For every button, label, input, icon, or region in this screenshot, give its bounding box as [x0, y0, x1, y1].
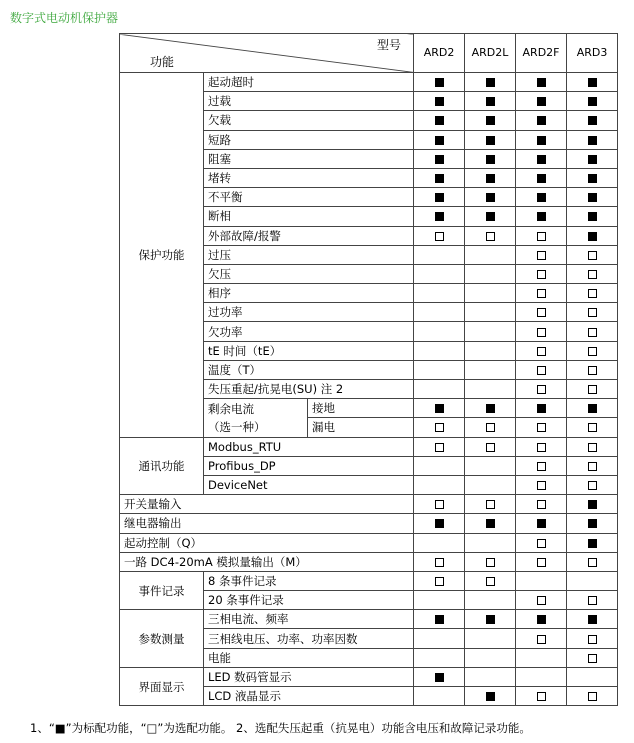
feature-label: 三相电流、频率 — [204, 610, 414, 629]
feature-label: Profibus_DP — [204, 456, 414, 475]
feature-cell — [516, 475, 567, 494]
feature-cell — [414, 629, 465, 648]
standard-feature-mark — [588, 404, 597, 413]
standard-feature-mark — [537, 519, 546, 528]
optional-feature-mark — [435, 577, 444, 586]
group-label-protection: 保护功能 — [120, 73, 204, 438]
feature-cell — [516, 168, 567, 187]
feature-cell — [414, 73, 465, 92]
feature-cell — [567, 687, 618, 706]
feature-cell — [516, 399, 567, 418]
standard-feature-mark — [588, 539, 597, 548]
standard-feature-mark — [588, 155, 597, 164]
feature-cell — [414, 226, 465, 245]
table-row — [120, 495, 618, 514]
feature-cell — [414, 322, 465, 341]
feature-label: 温度（T） — [204, 360, 414, 379]
feature-cell — [516, 629, 567, 648]
feature-cell — [567, 571, 618, 590]
optional-feature-mark — [435, 443, 444, 452]
optional-feature-mark — [537, 308, 546, 317]
group-label-measurement: 参数测量 — [120, 610, 204, 668]
feature-label: 20 条事件记录 — [204, 591, 414, 610]
table-row — [120, 667, 618, 686]
feature-cell — [414, 207, 465, 226]
feature-cell — [567, 264, 618, 283]
feature-cell — [465, 687, 516, 706]
feature-cell — [567, 380, 618, 399]
feature-cell — [465, 92, 516, 111]
optional-feature-mark — [537, 635, 546, 644]
optional-feature-mark — [588, 385, 597, 394]
feature-cell — [414, 610, 465, 629]
feature-label: 剩余电流 — [204, 399, 308, 418]
feature-cell — [567, 92, 618, 111]
feature-cell — [414, 245, 465, 264]
feature-cell — [567, 533, 618, 552]
feature-label: 不平衡 — [204, 188, 414, 207]
feature-cell — [465, 399, 516, 418]
standard-feature-mark — [537, 78, 546, 87]
feature-cell — [567, 437, 618, 456]
table-row — [120, 610, 618, 629]
optional-feature-mark — [588, 347, 597, 356]
optional-feature-mark — [588, 635, 597, 644]
standard-feature-mark — [486, 97, 495, 106]
model-header: ARD2 — [414, 34, 465, 73]
feature-cell — [465, 149, 516, 168]
feature-label: 起动控制（Q） — [120, 533, 414, 552]
feature-cell — [516, 687, 567, 706]
standard-feature-mark — [588, 615, 597, 624]
feature-cell — [567, 284, 618, 303]
standard-feature-mark — [588, 78, 597, 87]
feature-cell — [414, 380, 465, 399]
feature-cell — [465, 207, 516, 226]
feature-label: DeviceNet — [204, 475, 414, 494]
standard-feature-mark — [435, 116, 444, 125]
feature-cell — [465, 73, 516, 92]
feature-cell — [414, 303, 465, 322]
feature-cell — [414, 92, 465, 111]
feature-cell — [414, 399, 465, 418]
optional-feature-mark — [486, 558, 495, 567]
feature-cell — [516, 322, 567, 341]
standard-feature-mark — [435, 519, 444, 528]
optional-feature-mark — [537, 692, 546, 701]
feature-label: 断相 — [204, 207, 414, 226]
feature-cell — [465, 168, 516, 187]
standard-feature-mark — [486, 519, 495, 528]
model-header: ARD2L — [465, 34, 516, 73]
optional-feature-mark — [588, 462, 597, 471]
feature-cell — [567, 73, 618, 92]
feature-cell — [465, 360, 516, 379]
feature-cell — [414, 341, 465, 360]
feature-label: 欠压 — [204, 264, 414, 283]
feature-cell — [465, 303, 516, 322]
optional-feature-mark — [537, 481, 546, 490]
feature-cell — [516, 73, 567, 92]
feature-cell — [465, 514, 516, 533]
standard-feature-mark — [588, 174, 597, 183]
feature-label: 相序 — [204, 284, 414, 303]
feature-cell — [516, 207, 567, 226]
feature-cell — [414, 667, 465, 686]
feature-cell — [567, 610, 618, 629]
optional-feature-mark — [588, 481, 597, 490]
feature-cell — [567, 188, 618, 207]
feature-cell — [567, 667, 618, 686]
feature-cell — [414, 533, 465, 552]
standard-feature-mark — [537, 97, 546, 106]
feature-cell — [414, 437, 465, 456]
standard-feature-mark — [435, 136, 444, 145]
feature-label: 欠载 — [204, 111, 414, 130]
feature-cell — [567, 552, 618, 571]
feature-cell — [465, 495, 516, 514]
feature-cell — [414, 552, 465, 571]
feature-cell — [516, 264, 567, 283]
optional-feature-mark — [486, 232, 495, 241]
standard-feature-mark — [537, 136, 546, 145]
standard-feature-mark — [588, 232, 597, 241]
feature-cell — [414, 360, 465, 379]
feature-cell — [465, 111, 516, 130]
feature-cell — [516, 571, 567, 590]
standard-feature-mark — [435, 212, 444, 221]
feature-cell — [567, 149, 618, 168]
standard-feature-mark — [486, 212, 495, 221]
feature-cell — [567, 226, 618, 245]
feature-label: 继电器输出 — [120, 514, 414, 533]
feature-cell — [567, 360, 618, 379]
standard-feature-mark — [537, 174, 546, 183]
feature-cell — [516, 303, 567, 322]
feature-cell — [567, 303, 618, 322]
feature-cell — [465, 437, 516, 456]
feature-label: 过功率 — [204, 303, 414, 322]
optional-feature-mark — [537, 385, 546, 394]
table-row — [120, 552, 618, 571]
feature-cell — [465, 629, 516, 648]
feature-cell — [414, 648, 465, 667]
feature-cell — [414, 149, 465, 168]
feature-cell — [567, 475, 618, 494]
group-label-display: 界面显示 — [120, 667, 204, 705]
standard-feature-mark — [588, 97, 597, 106]
feature-cell — [516, 341, 567, 360]
feature-label: LED 数码管显示 — [204, 667, 414, 686]
feature-cell — [516, 92, 567, 111]
feature-cell — [414, 188, 465, 207]
standard-feature-mark — [537, 155, 546, 164]
feature-cell — [516, 456, 567, 475]
standard-feature-mark — [537, 615, 546, 624]
feature-cell — [414, 456, 465, 475]
feature-cell — [516, 149, 567, 168]
table-row — [120, 514, 618, 533]
feature-cell — [414, 687, 465, 706]
optional-feature-mark — [537, 443, 546, 452]
feature-label: 欠功率 — [204, 322, 414, 341]
feature-cell — [465, 418, 516, 437]
optional-feature-mark — [537, 539, 546, 548]
group-label-event: 事件记录 — [120, 571, 204, 609]
optional-feature-mark — [537, 289, 546, 298]
optional-feature-mark — [588, 443, 597, 452]
feature-cell — [567, 591, 618, 610]
optional-feature-mark — [588, 596, 597, 605]
standard-feature-mark — [588, 212, 597, 221]
feature-cell — [465, 341, 516, 360]
table-row — [120, 437, 618, 456]
feature-cell — [516, 610, 567, 629]
standard-feature-mark — [486, 155, 495, 164]
feature-cell — [414, 130, 465, 149]
optional-feature-mark — [537, 232, 546, 241]
feature-label: 起动超时 — [204, 73, 414, 92]
optional-feature-mark — [537, 251, 546, 260]
standard-feature-mark — [435, 97, 444, 106]
standard-feature-mark — [588, 193, 597, 202]
feature-cell — [414, 168, 465, 187]
optional-feature-mark — [588, 366, 597, 375]
feature-cell — [567, 399, 618, 418]
optional-feature-mark — [435, 232, 444, 241]
optional-feature-mark — [537, 500, 546, 509]
standard-feature-mark — [486, 692, 495, 701]
feature-cell — [465, 667, 516, 686]
model-header: ARD3 — [567, 34, 618, 73]
feature-cell — [465, 264, 516, 283]
feature-cell — [567, 648, 618, 667]
feature-cell — [567, 207, 618, 226]
header-diagonal-cell — [120, 34, 414, 73]
feature-cell — [465, 552, 516, 571]
feature-cell — [516, 284, 567, 303]
standard-feature-mark — [588, 116, 597, 125]
feature-label: 开关量输入 — [120, 495, 414, 514]
optional-feature-mark — [486, 423, 495, 432]
function-label: 功能 — [150, 55, 175, 69]
optional-feature-mark — [588, 654, 597, 663]
feature-cell — [516, 188, 567, 207]
optional-feature-mark — [588, 270, 597, 279]
feature-cell — [567, 495, 618, 514]
feature-label: 外部故障/报警 — [204, 226, 414, 245]
optional-feature-mark — [588, 558, 597, 567]
feature-cell — [516, 111, 567, 130]
feature-cell — [567, 322, 618, 341]
standard-feature-mark — [486, 136, 495, 145]
standard-feature-mark — [435, 615, 444, 624]
standard-feature-mark — [486, 78, 495, 87]
feature-cell — [414, 591, 465, 610]
standard-feature-mark — [588, 519, 597, 528]
table-row — [120, 73, 618, 92]
table-row — [120, 571, 618, 590]
feature-cell — [465, 648, 516, 667]
feature-label: 8 条事件记录 — [204, 571, 414, 590]
feature-cell — [465, 610, 516, 629]
standard-feature-mark — [435, 193, 444, 202]
feature-cell — [465, 475, 516, 494]
feature-cell — [414, 418, 465, 437]
feature-cell — [465, 533, 516, 552]
optional-feature-mark — [588, 289, 597, 298]
footnote: 1、“■”为标配功能，“□”为选配功能。 2、选配失压起重（抗晃电）功能含电压和故障记录功能。 — [30, 721, 531, 735]
feature-cell — [516, 514, 567, 533]
optional-feature-mark — [435, 500, 444, 509]
standard-feature-mark — [486, 193, 495, 202]
feature-cell — [516, 360, 567, 379]
optional-feature-mark — [537, 423, 546, 432]
feature-cell — [567, 456, 618, 475]
feature-cell — [516, 418, 567, 437]
optional-feature-mark — [537, 558, 546, 567]
standard-feature-mark — [435, 155, 444, 164]
feature-label: tE 时间（tE） — [204, 341, 414, 360]
feature-cell — [567, 111, 618, 130]
header-row — [120, 34, 618, 73]
model-header: ARD2F — [516, 34, 567, 73]
feature-cell — [414, 264, 465, 283]
standard-feature-mark — [486, 174, 495, 183]
feature-label: 三相线电压、功率、功率因数 — [204, 629, 414, 648]
optional-feature-mark — [435, 558, 444, 567]
feature-cell — [516, 591, 567, 610]
model-label: 型号 — [377, 38, 402, 52]
standard-feature-mark — [588, 136, 597, 145]
standard-feature-mark — [486, 404, 495, 413]
feature-label: 过载 — [204, 92, 414, 111]
standard-feature-mark — [537, 193, 546, 202]
feature-cell — [414, 111, 465, 130]
feature-sublabel: 漏电 — [308, 418, 414, 437]
standard-feature-mark — [435, 404, 444, 413]
feature-cell — [465, 284, 516, 303]
feature-cell — [516, 226, 567, 245]
feature-sublabel: 接地 — [308, 399, 414, 418]
spec-table — [119, 33, 618, 706]
feature-cell — [567, 629, 618, 648]
feature-cell — [465, 322, 516, 341]
feature-cell — [516, 437, 567, 456]
feature-cell — [516, 552, 567, 571]
feature-cell — [516, 130, 567, 149]
group-label-communication: 通讯功能 — [120, 437, 204, 495]
optional-feature-mark — [486, 500, 495, 509]
feature-cell — [465, 591, 516, 610]
optional-feature-mark — [588, 328, 597, 337]
optional-feature-mark — [486, 443, 495, 452]
optional-feature-mark — [537, 366, 546, 375]
optional-feature-mark — [537, 347, 546, 356]
feature-label: 堵转 — [204, 168, 414, 187]
feature-cell — [414, 475, 465, 494]
feature-label: 阻塞 — [204, 149, 414, 168]
optional-feature-mark — [486, 577, 495, 586]
optional-feature-mark — [588, 423, 597, 432]
feature-label: 一路 DC4-20mA 模拟量输出（M） — [120, 552, 414, 571]
feature-cell — [465, 226, 516, 245]
standard-feature-mark — [537, 212, 546, 221]
standard-feature-mark — [435, 78, 444, 87]
optional-feature-mark — [537, 462, 546, 471]
feature-cell — [567, 168, 618, 187]
feature-cell — [567, 341, 618, 360]
standard-feature-mark — [537, 116, 546, 125]
optional-feature-mark — [435, 423, 444, 432]
table-row — [120, 533, 618, 552]
optional-feature-mark — [588, 308, 597, 317]
feature-label: Modbus_RTU — [204, 437, 414, 456]
feature-cell — [567, 245, 618, 264]
standard-feature-mark — [435, 174, 444, 183]
standard-feature-mark — [486, 615, 495, 624]
standard-feature-mark — [537, 404, 546, 413]
optional-feature-mark — [537, 270, 546, 279]
feature-cell — [516, 495, 567, 514]
optional-feature-mark — [588, 692, 597, 701]
feature-label: 失压重起/抗晃电(SU) 注 2 — [204, 380, 414, 399]
optional-feature-mark — [537, 328, 546, 337]
feature-cell — [465, 380, 516, 399]
feature-label: 短路 — [204, 130, 414, 149]
feature-cell — [516, 245, 567, 264]
page-title: 数字式电动机保护器 — [10, 11, 119, 25]
feature-cell — [414, 284, 465, 303]
feature-cell — [567, 130, 618, 149]
feature-cell — [414, 495, 465, 514]
standard-feature-mark — [435, 673, 444, 682]
feature-cell — [414, 571, 465, 590]
feature-cell — [465, 188, 516, 207]
feature-cell — [516, 667, 567, 686]
optional-feature-mark — [537, 596, 546, 605]
feature-cell — [516, 533, 567, 552]
feature-cell — [465, 245, 516, 264]
feature-label: （选一种） — [204, 418, 308, 437]
feature-label: 过压 — [204, 245, 414, 264]
optional-feature-mark — [588, 251, 597, 260]
standard-feature-mark — [588, 500, 597, 509]
feature-cell — [516, 380, 567, 399]
feature-cell — [465, 130, 516, 149]
feature-cell — [516, 648, 567, 667]
feature-cell — [465, 456, 516, 475]
feature-cell — [567, 514, 618, 533]
feature-cell — [465, 571, 516, 590]
feature-label: 电能 — [204, 648, 414, 667]
standard-feature-mark — [486, 116, 495, 125]
feature-cell — [414, 514, 465, 533]
feature-cell — [567, 418, 618, 437]
feature-label: LCD 液晶显示 — [204, 687, 414, 706]
